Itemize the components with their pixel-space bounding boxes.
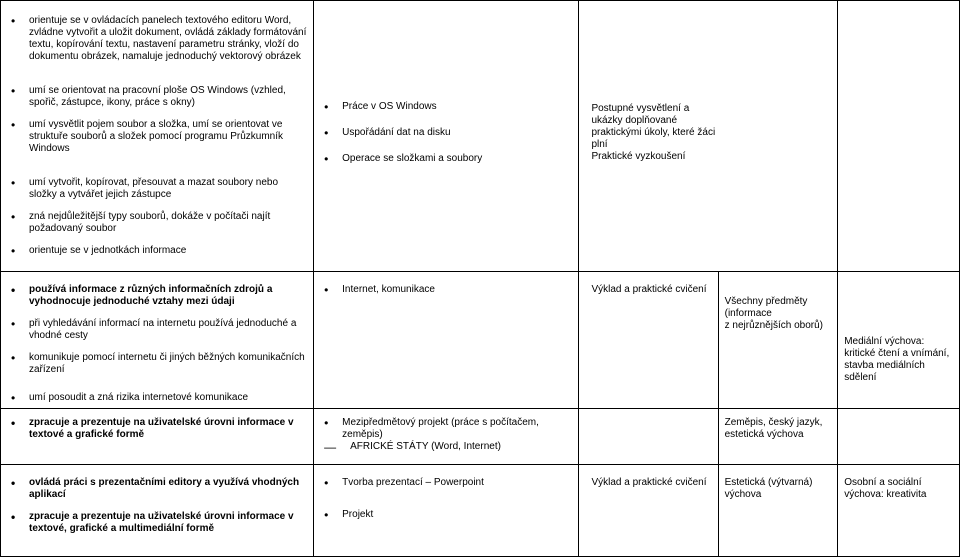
skills-cell [1,272,314,409]
themes-text: Mediální výchova: kritické čtení a vnímání, stavba mediálních sdělení [844,336,950,383]
list-item: — AFRICKÉ STÁTY (Word, Internet) [342,441,572,453]
relations-text: Všechny předměty (informace z nejrůznějších oborů) [724,296,823,331]
methods-cell [579,409,718,465]
list-item: • Práce v OS Windows [342,101,572,113]
list-item: • orientuje se v ovládacích panelech textového editoru Word, zvládne vytvořit a uložit dokument, ovládá základy formátování textu, kopírování textu, nastavení parametru stránky, vloží do dokumentu obrázek, namaluje jednoduchý vektorový obrázek [29,15,307,63]
list-item: • zpracuje a prezentuje na uživatelské úrovni informace v textové, grafické a multimediální formě [29,511,307,535]
list-item: • Mezipředmětový projekt (práce s počítačem, zeměpis) [342,417,572,441]
list-item: • při vyhledávání informací na internetu používá jednoduché a vhodné cesty [29,318,307,342]
methods-text: Výklad a praktické cvičení [591,477,707,488]
relations-cell [718,272,838,409]
list-item: • komunikuje pomocí internetu či jiných běžných komunikačních zařízení [29,352,307,376]
skills-list [7,417,307,441]
list-item: • umí posoudit a zná rizika internetové komunikace [29,392,307,404]
relations-cell [718,465,838,557]
methods-text: Výklad a praktické cvičení [591,284,707,295]
list-item: • Uspořádání dat na disku [342,127,572,139]
themes-cell [838,465,960,557]
skills-cell [1,465,314,557]
list-item: • zpracuje a prezentuje na uživatelské úrovni informace v textové a grafické formě [29,417,307,441]
table-row [1,272,960,409]
list-item: • Projekt [342,509,572,521]
table-row [1,465,960,557]
list-item: • Internet, komunikace [342,284,572,296]
topics-cell [314,1,579,272]
relations-text: Zeměpis, český jazyk, estetická výchova [724,417,823,440]
methods-cell [579,1,838,272]
list-item: • umí se orientovat na pracovní ploše OS Windows (vzhled, spořič, zástupce, ikony, práce s okny) [29,85,307,109]
list-item: • ovládá práci s prezentačními editory a využívá vhodných aplikací [29,477,307,501]
themes-cell [838,1,960,272]
themes-cell [838,272,960,409]
table-row [1,409,960,465]
skills-list [7,15,307,257]
topics-list [320,101,572,165]
skills-list [7,477,307,535]
themes-text: Osobní a sociální výchova: kreativita [844,477,927,500]
methods-cell [579,272,718,409]
skills-list [7,284,307,404]
relations-cell [718,409,838,465]
list-item: • používá informace z různých informačních zdrojů a vyhodnocuje jednoduché vztahy mezi údaji [29,284,307,308]
topics-list [320,477,572,521]
list-item: • umí vytvořit, kopírovat, přesouvat a mazat soubory nebo složky a vytvářet jejich zástupce [29,177,307,201]
skills-cell [1,409,314,465]
skills-cell [1,1,314,272]
list-item: • umí vysvětlit pojem soubor a složka, umí se orientovat ve struktuře souborů a složek pomocí programu Průzkumník Windows [29,119,307,155]
topics-cell [314,272,579,409]
themes-cell [838,409,960,465]
list-item: • Tvorba prezentací – Powerpoint [342,477,572,489]
methods-cell [579,465,718,557]
list-item: • Operace se složkami a soubory [342,153,572,165]
list-item: • orientuje se v jednotkách informace [29,245,307,257]
topics-list [320,417,572,453]
methods-text: Postupné vysvětlení a ukázky doplňované praktickými úkoly, které žáci plní Praktické vyzkoušení [591,103,716,162]
topics-cell [314,409,579,465]
list-item: • zná nejdůležitější typy souborů, dokáže v počítači najít požadovaný soubor [29,211,307,235]
relations-text: Estetická (výtvarná) výchova [724,477,813,500]
topics-list [320,284,572,296]
topics-cell [314,465,579,557]
table-row [1,1,960,272]
